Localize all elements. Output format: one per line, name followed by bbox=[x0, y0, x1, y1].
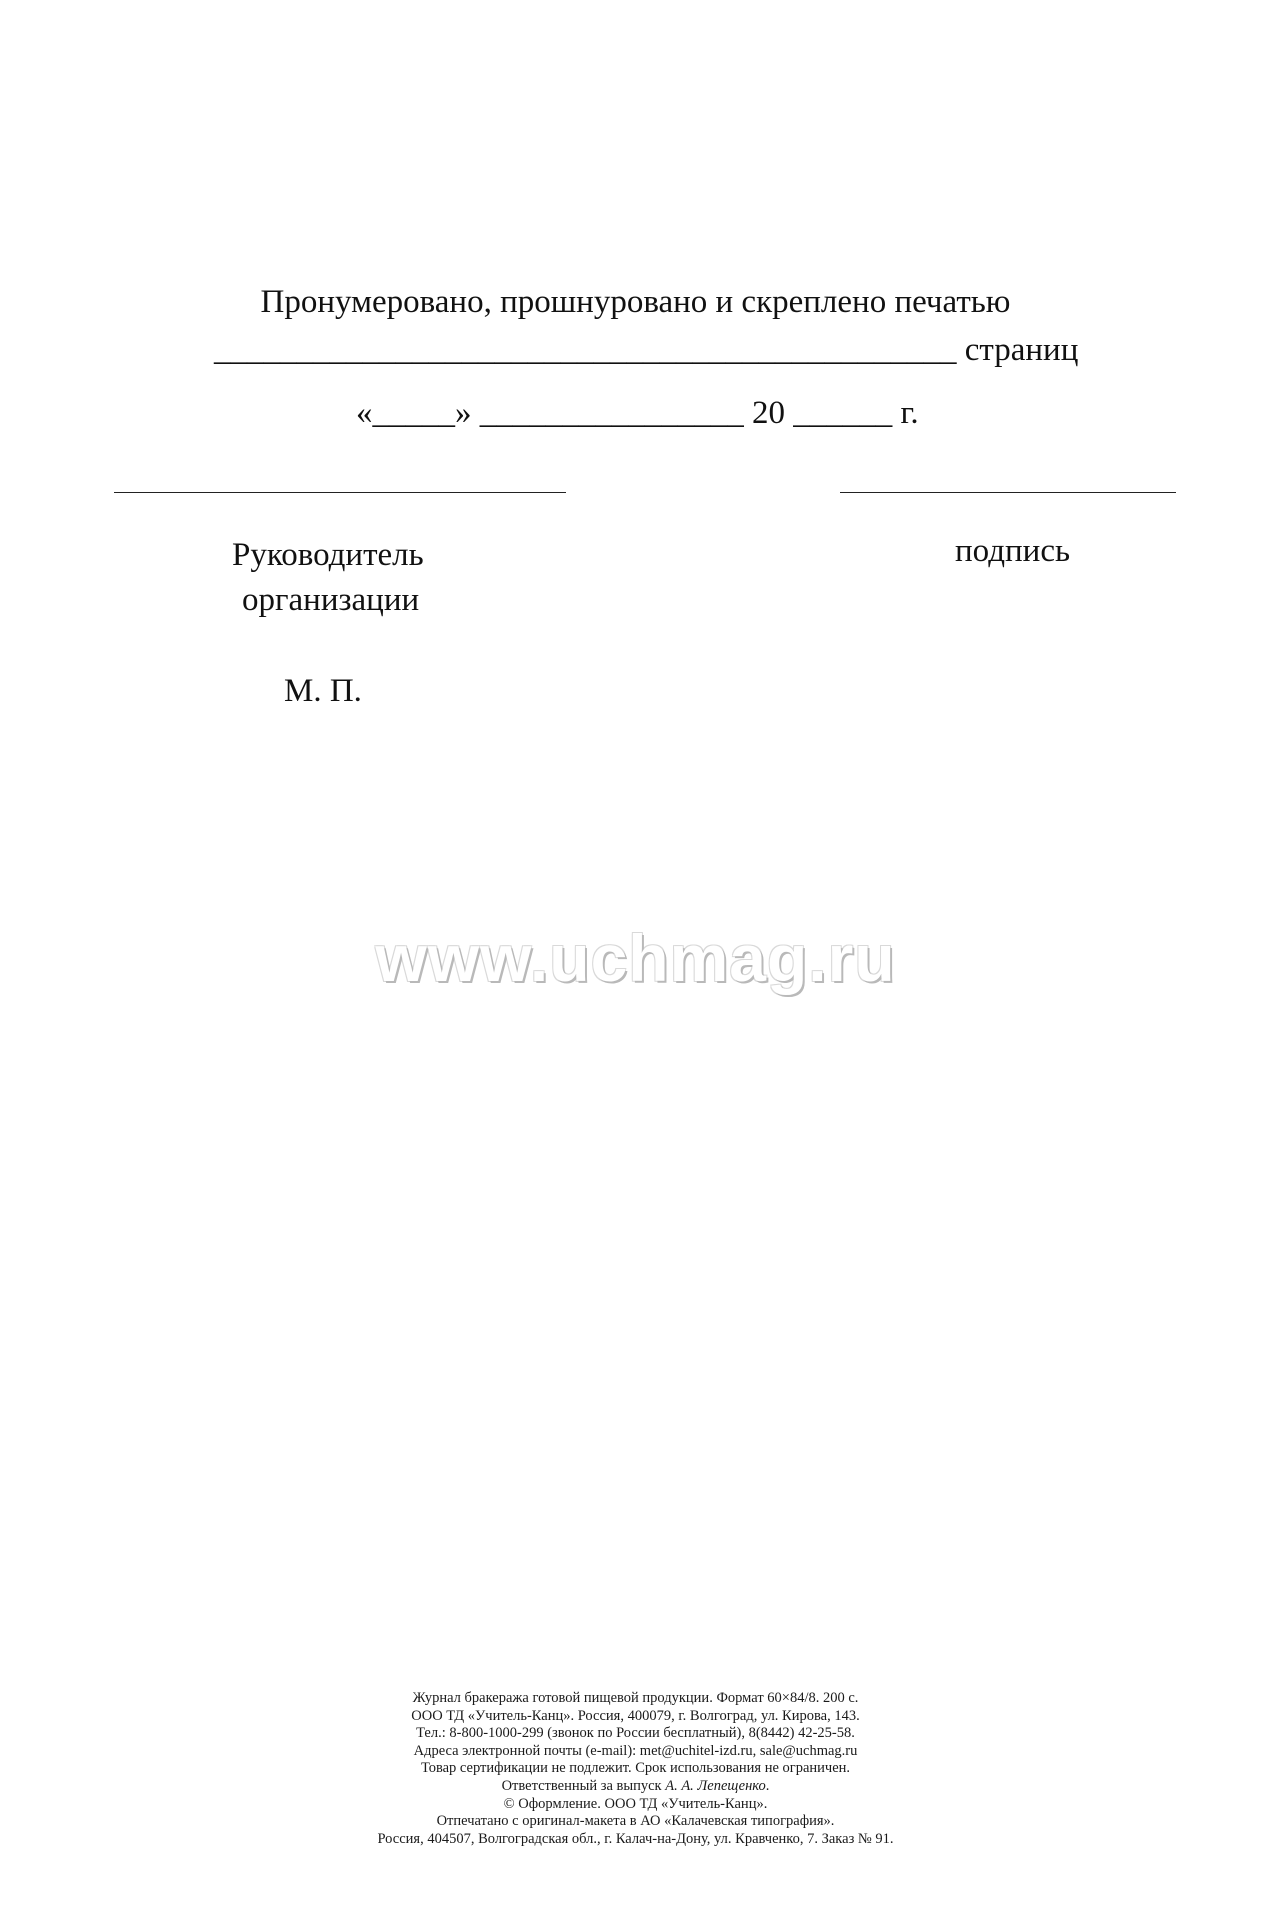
colophon bbox=[0, 1690, 1271, 1848]
signature-line bbox=[840, 492, 1176, 493]
colophon-line: Россия, 404507, Волгоградская обл., г. Калач-на-Дону, ул. Кравченко, 7. Заказ № 91. bbox=[377, 1830, 894, 1847]
colophon-line: Отпечатано с оригинал-макета в АО «Калачевская типография». bbox=[436, 1813, 835, 1830]
signature-label: подпись bbox=[955, 533, 1071, 569]
page-count-line: _____________________________________________ страниц bbox=[214, 332, 1079, 368]
responsible-suffix: . bbox=[765, 1777, 770, 1794]
colophon-line: ООО ТД «Учитель-Канц». Россия, 400079, г. Волгоград, ул. Кирова, 143. bbox=[411, 1707, 860, 1724]
colophon-line: Журнал бракеража готовой пищевой продукции. Формат 60×84/8. 200 с. bbox=[412, 1690, 859, 1706]
colophon-line bbox=[0, 1778, 1271, 1796]
colophon-line: Адреса электронной почты (e-mail): met@uchitel-izd.ru, sale@uchmag.ru bbox=[413, 1742, 858, 1759]
responsible-name: А. А. Лепещенко bbox=[665, 1777, 766, 1794]
certification-statement: Пронумеровано, прошнуровано и скреплено печатью bbox=[260, 284, 1011, 320]
watermark: www.uchmag.ru bbox=[375, 921, 896, 995]
colophon-line: © Оформление. ООО ТД «Учитель-Канц». bbox=[503, 1795, 768, 1812]
responsible-prefix: Ответственный за выпуск bbox=[501, 1777, 666, 1794]
date-line: «_____» ________________ 20 ______ г. bbox=[356, 395, 919, 431]
stamp-place-label: М. П. bbox=[284, 673, 362, 709]
head-signature-line bbox=[114, 492, 566, 493]
head-of-organization-label bbox=[232, 533, 424, 623]
colophon-line: Тел.: 8-800-1000-299 (звонок по России бесплатный), 8(8442) 42-25-58. bbox=[416, 1725, 855, 1742]
head-label-line2: организации bbox=[242, 582, 420, 618]
head-label-line1: Руководитель bbox=[232, 537, 424, 573]
colophon-line: Товар сертификации не подлежит. Срок использования не ограничен. bbox=[420, 1760, 851, 1777]
